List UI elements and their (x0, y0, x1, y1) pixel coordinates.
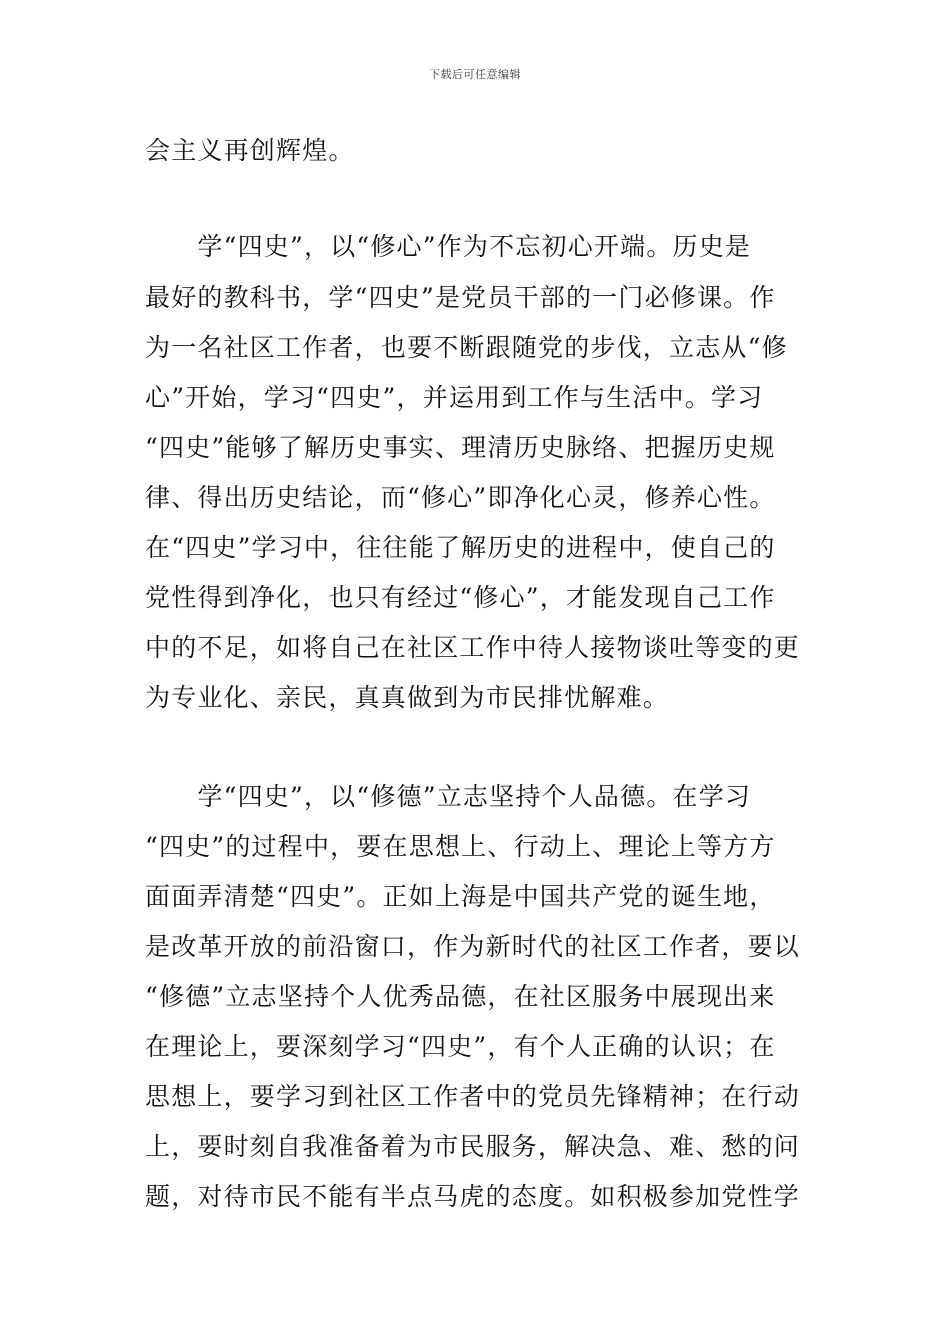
paragraph-2-line-4: 心”开始，学习“四史”，并运用到工作与生活中。学习 (145, 383, 764, 412)
paragraph-2-line-10: 为专业化、亲民，真真做到为市民排忧解难。 (145, 683, 670, 712)
paragraph-2-line-9: 中的不足，如将自己在社区工作中待人接物谈吐等变的更 (145, 633, 801, 662)
paragraph-2-line-1: 学“四史”，以“修心”作为不忘初心开端。历史是 (145, 232, 752, 261)
paragraph-2-line-6: 律、得出历史结论，而“修心”即净化心灵，修养心性。 (145, 483, 776, 512)
page-header: 下载后可任意编辑 (429, 68, 521, 81)
paragraph-3-line-8: 上，要时刻自我准备着为市民服务，解决急、难、愁的问 (145, 1132, 801, 1161)
paragraph-2-line-3: 为一名社区工作者，也要不断跟随党的步伐，立志从“修 (145, 333, 788, 362)
paragraph-2-line-7: 在“四史”学习中，往往能了解历史的进程中，使自己的 (145, 533, 776, 562)
paragraph-3-line-2: “四史”的过程中，要在思想上、行动上、理论上等方方 (145, 832, 776, 861)
paragraph-3-line-6: 在理论上，要深刻学习“四史”，有个人正确的认识；在 (145, 1032, 776, 1061)
paragraph-2-line-2: 最好的教科书，学“四史”是党员干部的一门必修课。作 (145, 283, 776, 312)
paragraph-3-line-4: 是改革开放的前沿窗口，作为新时代的社区工作者，要以 (145, 932, 801, 961)
paragraph-2-line-8: 党性得到净化，也只有经过“修心”，才能发现自己工作 (145, 583, 776, 612)
paragraph-3-line-7: 思想上，要学习到社区工作者中的党员先锋精神；在行动 (145, 1082, 801, 1111)
paragraph-1-line-1: 会主义再创辉煌。 (145, 136, 355, 165)
paragraph-3-line-5: “修德”立志坚持个人优秀品德，在社区服务中展现出来 (145, 982, 776, 1011)
paragraph-2-line-5: “四史”能够了解历史事实、理清历史脉络、把握历史规 (145, 433, 776, 462)
paragraph-3-line-1: 学“四史”，以“修德”立志坚持个人品德。在学习 (145, 782, 752, 811)
paragraph-3-line-9: 题，对待市民不能有半点马虎的态度。如积极参加党性学 (145, 1182, 801, 1211)
paragraph-3-line-3: 面面弄清楚“四史”。正如上海是中国共产党的诞生地， (145, 882, 776, 911)
